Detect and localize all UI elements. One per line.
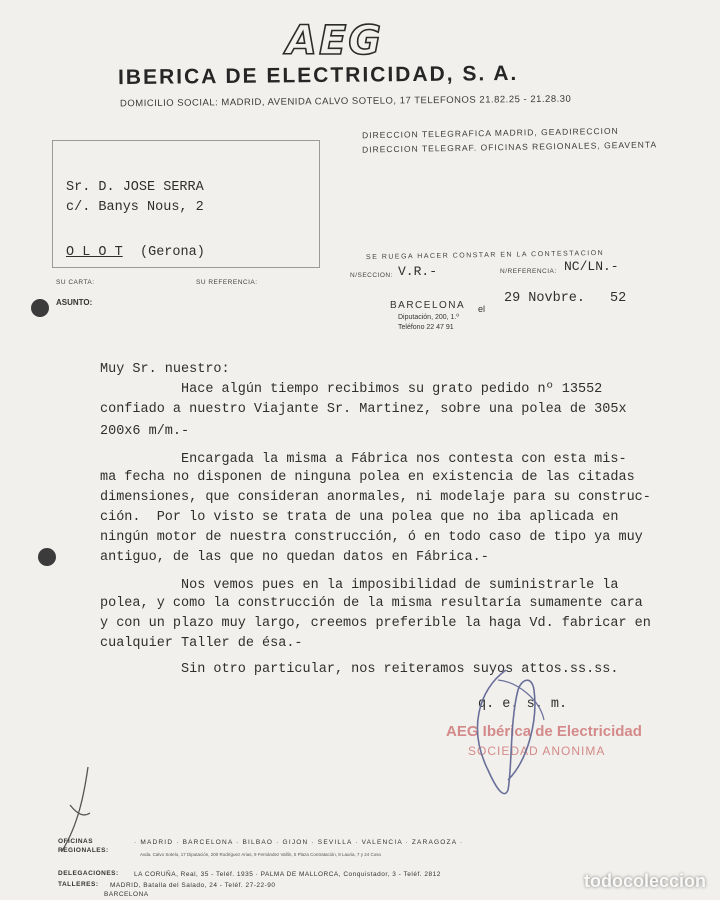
body-line: 200x6 m/m.-: [100, 424, 190, 439]
footer-oficinas: OFICINAS: [58, 838, 94, 845]
body-line: polea, y como la construcción de la misma resultaría sumamente cara: [100, 596, 643, 611]
aeg-logo: AEG: [286, 18, 384, 64]
footer-regionales: REGIONALES:: [58, 847, 109, 854]
recipient-name: Sr. D. JOSE SERRA: [66, 180, 204, 195]
salutation: Muy Sr. nuestro:: [100, 362, 230, 377]
footer-talleres-label: TALLERES:: [58, 881, 99, 888]
body-line: cualquier Taller de ésa.-: [100, 636, 303, 651]
punch-hole-top: [31, 299, 49, 317]
letter-date: 29 Novbre.: [504, 291, 586, 306]
contestacion-note: SE RUEGA HACER CONSTAR EN LA CONTESTACION: [365, 249, 605, 262]
footer-talleres: MADRID, Batalla del Salado, 24 - Teléf. 27-22-90: [110, 882, 276, 889]
body-line: ma fecha no disponen de ninguna polea en existencia de las citadas: [100, 470, 635, 485]
footer-delegaciones-label: DELEGACIONES:: [58, 870, 119, 877]
asunto-label: ASUNTO:: [56, 298, 93, 307]
footer-barcelona: BARCELONA: [104, 891, 149, 898]
signature-mark: [448, 660, 568, 810]
dateline-phone: Teléfono 22 47 91: [398, 324, 454, 331]
company-stamp: AEG Ibérica de Electricidad: [446, 723, 642, 740]
recipient-street: c/. Banys Nous, 2: [66, 200, 204, 215]
dateline-el: el: [478, 304, 486, 314]
footer-cities: · MADRID · BARCELONA · BILBAO · GIJON · SEVILLA · VALENCIA · ZARAGOZA ·: [134, 839, 464, 846]
body-line: confiado a nuestro Viajante Sr. Martinez, sobre una polea de 305x: [100, 402, 627, 417]
n-referencia-value: NC/LN.-: [564, 259, 619, 274]
company-name: IBERICA DE ELECTRICIDAD, S. A.: [117, 61, 519, 90]
body-line: Encargada la misma a Fábrica nos contesta con esta mis-: [100, 452, 627, 467]
recipient-city: O L O T: [66, 245, 123, 260]
n-seccion-value: V.R.-: [398, 264, 438, 279]
stamp-sociedad: SOCIEDAD ANONIMA: [468, 744, 606, 758]
telegraph-line-1: DIRECCION TELEGRAFICA MADRID, GEADIRECCION: [361, 125, 619, 141]
body-line: dimensiones, que consideran anormales, ni modelaje para su construc-: [100, 490, 651, 505]
watermark-text: todocoleccion: [583, 871, 706, 891]
letter-year: 52: [610, 291, 627, 306]
body-line: ningún motor de nuestra construcción, ó en todo caso de tipo ya muy: [100, 530, 643, 545]
punch-hole-bottom: [38, 548, 56, 566]
dateline-address: Diputación, 200, 1.º: [398, 314, 459, 321]
su-carta-label: SU CARTA:: [56, 279, 95, 286]
su-referencia-label: SU REFERENCIA:: [196, 279, 258, 286]
body-line: ción. Por lo visto se trata de una polea que no iba aplicada en: [100, 510, 619, 525]
dateline-city: BARCELONA: [390, 300, 466, 311]
footer-delegaciones: LA CORUÑA, Real, 35 - Teléf. 1935 · PALMA DE MALLORCA, Conquistador, 3 - Teléf. 2812: [134, 871, 441, 878]
body-line: antiguo, de las que no quedan datos en Fábrica.-: [100, 550, 489, 565]
recipient-province: (Gerona): [140, 245, 205, 260]
body-line: y con un plazo muy largo, creemos preferible la haga Vd. fabricar en: [100, 616, 651, 631]
body-line: Sin otro particular, nos reiteramos suyos attos.ss.ss.: [100, 662, 619, 677]
telegraph-line-2: DIRECCION TELEGRAF. OFICINAS REGIONALES, GEAVENTA: [361, 139, 658, 155]
domicilio-line: DOMICILIO SOCIAL: MADRID, AVENIDA CALVO SOTELO, 17 TELEFONOS 21.82.25 - 21.28.30: [119, 93, 572, 110]
body-line: Nos vemos pues en la imposibilidad de suministrarle la: [100, 578, 619, 593]
closing-qesm: q. e. s. m.: [478, 697, 568, 712]
body-line: Hace algún tiempo recibimos su grato pedido nº 13552: [100, 382, 603, 397]
footer-addresses: Avda. Calvo Sotelo, 17 Diputación, 200 Rodríguez Arias, 9 Fernández Vallín, 5 Plaza Contratación, 8 Lauria, 7 y 24 Coso: [140, 852, 381, 857]
n-seccion-label: N/SECCION:: [350, 272, 393, 279]
n-referencia-label: N/REFERENCIA:: [500, 268, 557, 275]
